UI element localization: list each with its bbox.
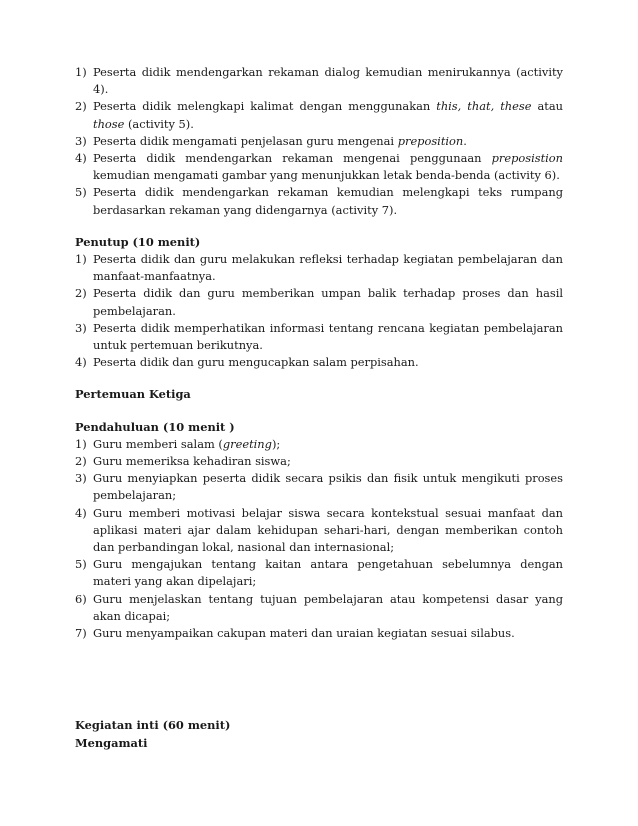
item-number: 4) bbox=[75, 355, 87, 370]
list-item bbox=[75, 354, 563, 371]
kegiatan-heading: Kegiatan inti (60 menit) bbox=[75, 718, 231, 733]
item-number: 7) bbox=[75, 626, 87, 641]
item-number: 4) bbox=[75, 151, 87, 166]
item-text: Peserta didik melengkapi kalimat dengan menggunakan bbox=[93, 99, 437, 114]
item-number: 2) bbox=[75, 454, 87, 469]
item-text: Peserta didik mendengarkan rekaman dialog kemudian menirukannya (activity 4). bbox=[93, 65, 563, 97]
list-item bbox=[75, 436, 563, 453]
item-text: kemudian mengamati gambar yang menunjukkan letak benda-benda (activity 6). bbox=[93, 168, 560, 183]
item-text: (activity 5). bbox=[124, 116, 194, 131]
list-item bbox=[75, 98, 563, 132]
document-page bbox=[75, 64, 563, 752]
item-text: Peserta didik mendengarkan rekaman mengenai penggunaan bbox=[93, 151, 492, 166]
item-text: Guru memberi salam ( bbox=[93, 436, 223, 451]
item-text: Peserta didik dan guru memberikan umpan balik terhadap proses dan hasil pembelajaran. bbox=[93, 286, 563, 318]
item-emphasis: this, that, these bbox=[436, 99, 532, 114]
list-item bbox=[75, 150, 563, 184]
item-text: Guru memeriksa kehadiran siswa; bbox=[93, 454, 291, 469]
item-emphasis: preposition bbox=[397, 133, 464, 148]
item-number: 1) bbox=[75, 436, 87, 451]
item-number: 6) bbox=[75, 591, 87, 606]
item-number: 4) bbox=[75, 505, 87, 520]
item-text: Guru memberi motivasi belajar siswa secara kontekstual sesuai manfaat dan aplikasi materi ajar dalam kehidupan sehari-hari, dengan memberikan contoh dan perbandingan lokal, nasional dan internasional; bbox=[93, 505, 563, 555]
item-number: 5) bbox=[75, 557, 87, 572]
activity-list bbox=[75, 64, 563, 219]
penutup-heading: Penutup (10 menit) bbox=[75, 234, 201, 249]
item-emphasis: greeting bbox=[222, 436, 272, 451]
item-text: Guru menyiapkan peserta didik secara psikis dan fisik untuk mengikuti proses pembelajaran; bbox=[93, 471, 563, 503]
item-number: 1) bbox=[75, 65, 87, 79]
item-text: Guru menyampaikan cakupan materi dan uraian kegiatan sesuai silabus. bbox=[93, 626, 515, 641]
list-item bbox=[75, 505, 563, 557]
item-number: 1) bbox=[75, 252, 87, 267]
item-number: 3) bbox=[75, 320, 87, 335]
list-item bbox=[75, 184, 563, 218]
mengamati-subheading: Mengamati bbox=[75, 735, 148, 750]
list-item bbox=[75, 625, 563, 642]
item-text: Guru mengajukan tentang kaitan antara pengetahuan sebelumnya dengan materi yang akan dipelajari; bbox=[93, 557, 563, 589]
list-item bbox=[75, 64, 563, 98]
pendahuluan-heading: Pendahuluan (10 menit ) bbox=[75, 419, 235, 434]
item-number: 3) bbox=[75, 471, 87, 486]
item-text: . bbox=[463, 133, 467, 148]
item-number: 2) bbox=[75, 286, 87, 301]
item-text: Peserta didik mengamati penjelasan guru mengenai bbox=[93, 133, 398, 148]
item-number: 3) bbox=[75, 133, 87, 148]
item-text: Peserta didik memperhatikan informasi tentang rencana kegiatan pembelajaran untuk pertemuan berikutnya. bbox=[93, 320, 563, 353]
list-item bbox=[75, 251, 563, 285]
item-text: atau bbox=[531, 99, 563, 114]
list-item bbox=[75, 556, 563, 590]
pertemuan-heading: Pertemuan Ketiga bbox=[75, 387, 191, 402]
list-item bbox=[75, 133, 563, 150]
list-item bbox=[75, 453, 563, 470]
list-item bbox=[75, 320, 563, 354]
item-text: Peserta didik mendengarkan rekaman kemudian melengkapi teks rumpang berdasarkan rekaman yang didengarnya (activity 7). bbox=[93, 185, 563, 217]
item-emphasis: preposistion bbox=[491, 151, 563, 166]
list-item bbox=[75, 285, 563, 319]
item-text: Peserta didik dan guru melakukan refleksi terhadap kegiatan pembelajaran dan manfaat-manfaatnya. bbox=[93, 252, 563, 284]
pendahuluan-list bbox=[75, 436, 563, 642]
item-text: ); bbox=[271, 436, 281, 451]
item-emphasis: those bbox=[93, 116, 125, 131]
list-item bbox=[75, 591, 563, 625]
item-text: Peserta didik dan guru mengucapkan salam perpisahan. bbox=[93, 355, 419, 370]
item-number: 2) bbox=[75, 99, 87, 114]
item-number: 5) bbox=[75, 185, 87, 200]
item-text: Guru menjelaskan tentang tujuan pembelajaran atau kompetensi dasar yang akan dicapai; bbox=[93, 591, 563, 623]
list-item bbox=[75, 470, 563, 504]
penutup-list bbox=[75, 251, 563, 371]
